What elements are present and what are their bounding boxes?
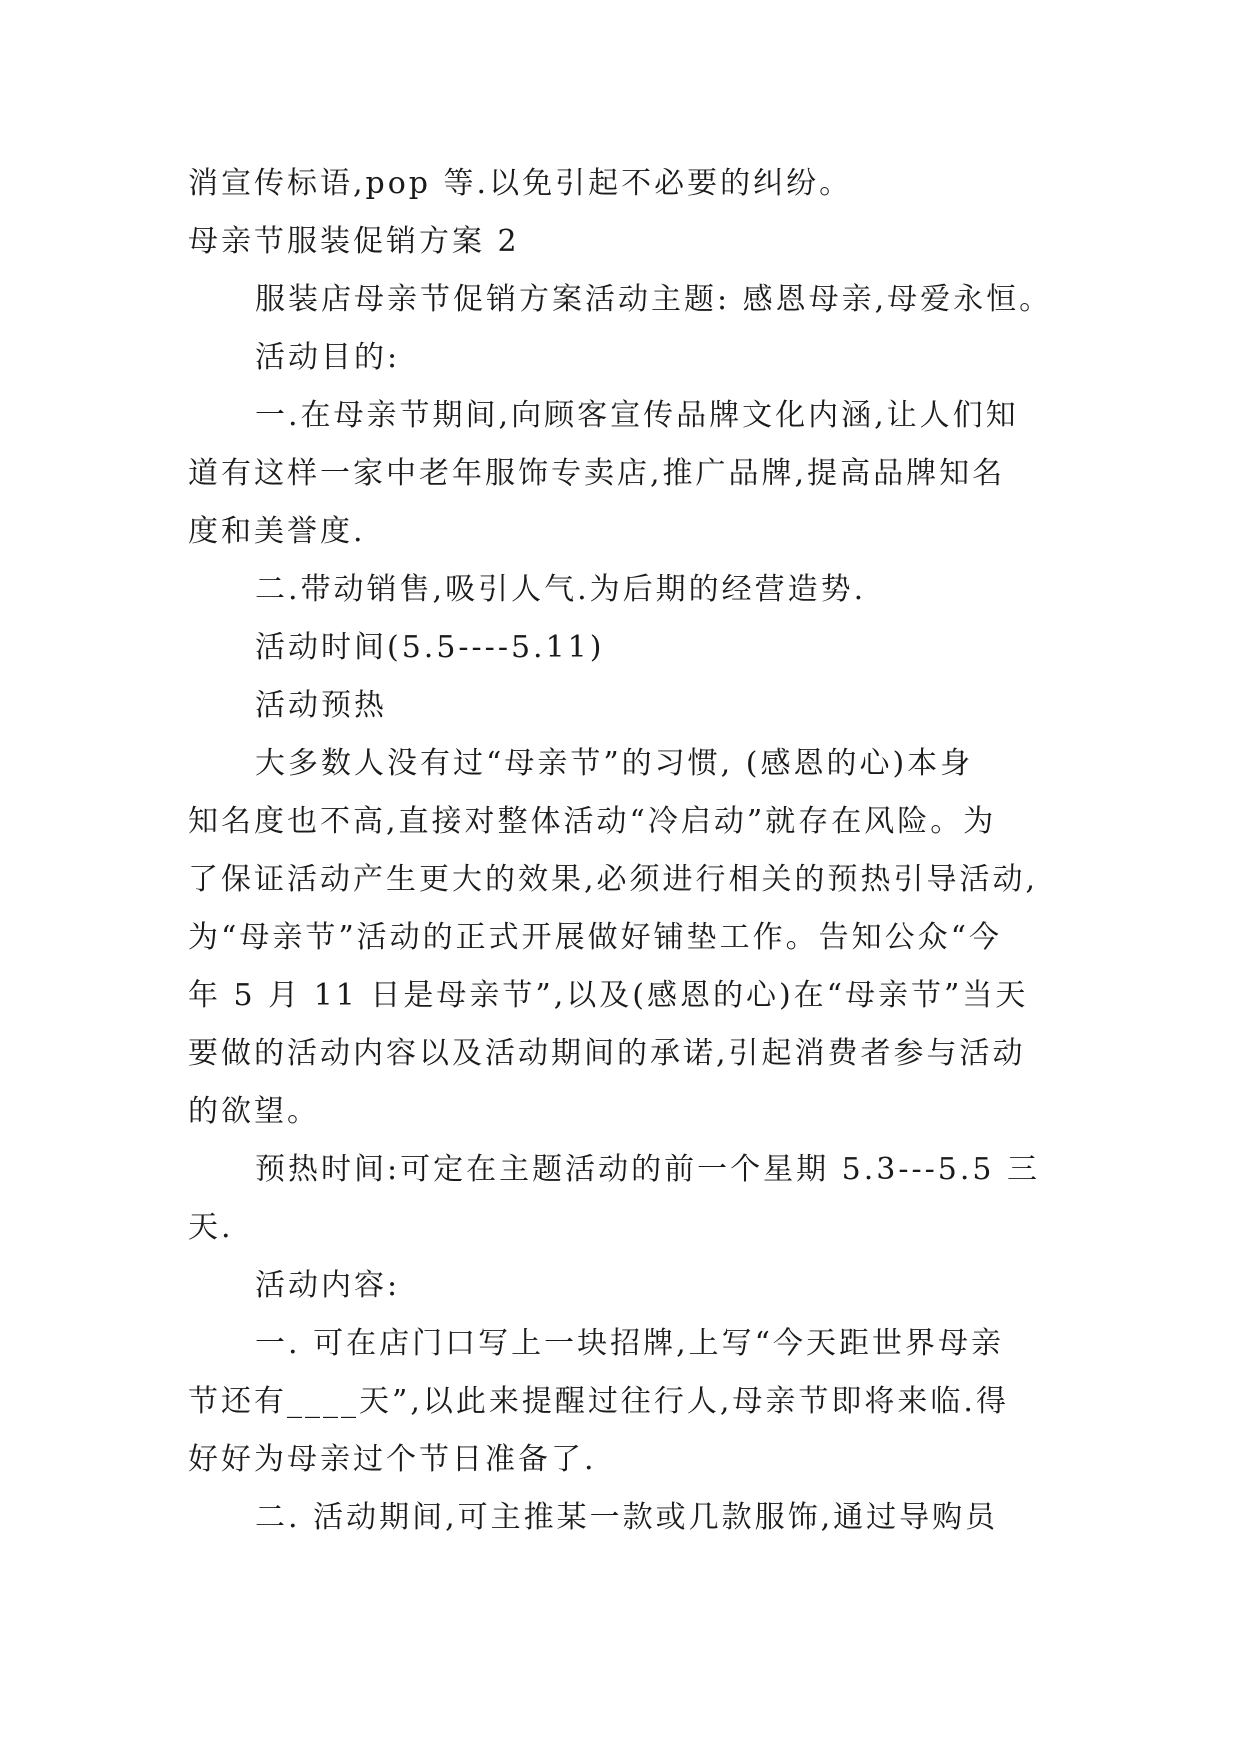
paragraph-line: 活动内容:: [255, 1268, 401, 1303]
section-title: 母亲节服装促销方案 2: [188, 224, 520, 259]
paragraph-line: 一.在母亲节期间,向顾客宣传品牌文化内涵,让人们知: [255, 398, 1019, 433]
paragraph-line: 年 5 月 11 日是母亲节”,以及(感恩的心)在“母亲节”当天: [188, 978, 1029, 1013]
paragraph-line: 预热时间:可定在主题活动的前一个星期 5.3---5.5 三: [255, 1152, 1041, 1187]
paragraph-line: 的欲望。: [188, 1094, 320, 1129]
paragraph-line: 要做的活动内容以及活动期间的承诺,引起消费者参与活动: [188, 1036, 1026, 1071]
paragraph-line: 活动时间(5.5----5.11): [255, 630, 605, 665]
paragraph-line: 天.: [188, 1210, 234, 1245]
paragraph-line: 道有这样一家中老年服饰专卖店,推广品牌,提高品牌知名: [188, 456, 1006, 491]
paragraph-line: 一. 可在店门口写上一块招牌,上写“今天距世界母亲: [255, 1326, 1004, 1361]
paragraph-line: 节还有____天”,以此来提醒过往行人,母亲节即将来临.得: [188, 1384, 1009, 1419]
paragraph-line: 活动预热: [255, 688, 387, 723]
paragraph-line: 了保证活动产生更大的效果,必须进行相关的预热引导活动,: [188, 862, 1039, 897]
paragraph-line: 二.带动销售,吸引人气.为后期的经营造势.: [255, 572, 867, 607]
paragraph-line: 活动目的:: [255, 340, 401, 375]
paragraph-line: 服装店母亲节促销方案活动主题: 感恩母亲,母爱永恒。: [255, 282, 1053, 317]
paragraph-line: 好好为母亲过个节日准备了.: [188, 1442, 597, 1477]
paragraph-line: 知名度也不高,直接对整体活动“冷启动”就存在风险。为: [188, 804, 997, 839]
paragraph-line: 为“母亲节”活动的正式开展做好铺垫工作。告知公众“今: [188, 920, 1003, 955]
paragraph-line: 度和美誉度.: [188, 514, 366, 549]
paragraph-line: 二. 活动期间,可主推某一款或几款服饰,通过导购员: [255, 1500, 999, 1535]
paragraph-line: 大多数人没有过“母亲节”的习惯, (感恩的心)本身: [255, 746, 974, 781]
paragraph-line: 消宣传标语,pop 等.以免引起不必要的纠纷。: [188, 166, 853, 201]
